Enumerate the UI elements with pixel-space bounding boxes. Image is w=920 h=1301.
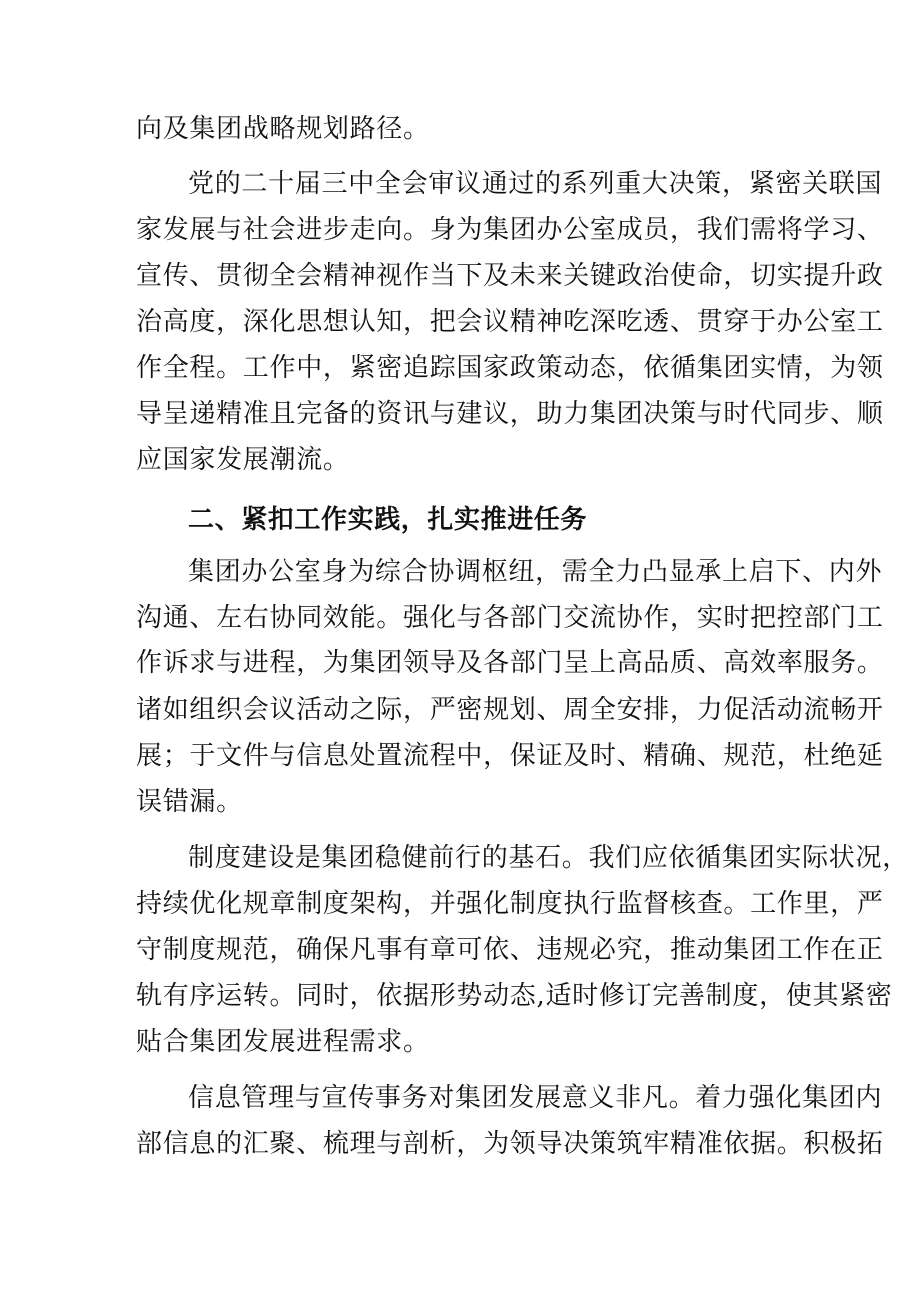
paragraph-line: 贴合集团发展进程需求。 <box>136 1027 430 1057</box>
paragraph-line: 集团办公室身为综合协调枢纽，需全力凸显承上启下、内外 <box>188 557 883 587</box>
paragraph-line: 家发展与社会进步走向。身为集团办公室成员，我们需将学习、 <box>136 215 884 245</box>
paragraph-line: 展；于文件与信息处置流程中，保证及时、精确、规范，杜绝延 <box>136 741 884 771</box>
paragraph-line: 误错漏。 <box>136 787 243 817</box>
paragraph-line: 作全程。工作中，紧密追踪国家政策动态，依循集团实情，为领 <box>136 353 884 383</box>
paragraph-line: 部信息的汇聚、梳理与剖析，为领导决策筑牢精准依据。积极拓 <box>136 1129 884 1159</box>
paragraph-line: 向及集团战略规划路径。 <box>136 114 430 144</box>
paragraph-line: 宣传、贯彻全会精神视作当下及未来关键政治使命，切实提升政 <box>136 261 884 291</box>
section-heading: 二、紧扣工作实践，扎实推进任务 <box>188 505 588 535</box>
paragraph-line: 持续优化规章制度架构，并强化制度执行监督核查。工作里，严 <box>136 889 884 919</box>
paragraph-line: 诸如组织会议活动之际，严密规划、周全安排，力促活动流畅开 <box>136 695 884 725</box>
paragraph-line: 治高度，深化思想认知，把会议精神吃深吃透、贯穿于办公室工 <box>136 307 884 337</box>
paragraph-line: 党的二十届三中全会审议通过的系列重大决策，紧密关联国 <box>188 169 883 199</box>
paragraph-line: 制度建设是集团稳健前行的基石。我们应依循集团实际状况， <box>188 843 909 873</box>
paragraph-line: 轨有序运转。同时，依据形势动态,适时修订完善制度，使其紧密 <box>136 981 893 1011</box>
paragraph-line: 信息管理与宣传事务对集团发展意义非凡。着力强化集团内 <box>188 1083 883 1113</box>
paragraph-line: 守制度规范，确保凡事有章可依、违规必究，推动集团工作在正 <box>136 935 884 965</box>
paragraph-line: 导呈递精准且完备的资讯与建议，助力集团决策与时代同步、顺 <box>136 399 884 429</box>
paragraph-line: 作诉求与进程，为集团领导及各部门呈上高品质、高效率服务。 <box>136 648 884 678</box>
paragraph-line: 应国家发展潮流。 <box>136 445 350 475</box>
paragraph-line: 沟通、左右协同效能。强化与各部门交流协作，实时把控部门工 <box>136 603 884 633</box>
